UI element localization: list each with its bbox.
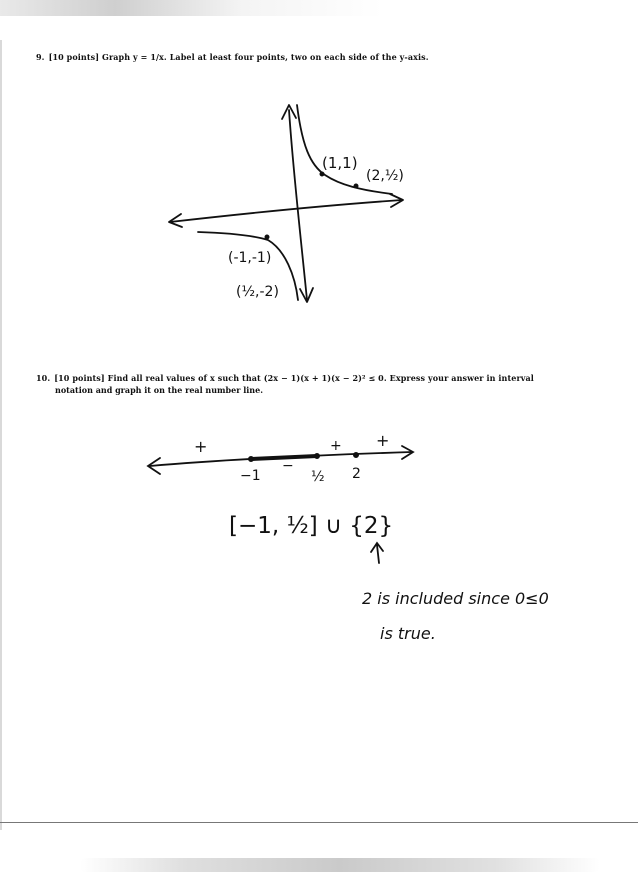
tick-dot-half: [315, 454, 320, 459]
explanation-line-1: 2 is included since 0≤0: [362, 589, 549, 608]
sign-middle: −: [282, 458, 294, 474]
tick-label-neg1: −1: [240, 468, 261, 484]
tick-dot-neg1: [249, 457, 254, 462]
point-neg1-neg1: [265, 235, 269, 239]
sign-left: +: [194, 437, 208, 456]
label-point-1-1: (1,1): [322, 154, 358, 172]
q9-point-labels: [228, 154, 404, 300]
q10-sign-chart: [194, 431, 389, 485]
interval-answer: [−1, ½] ∪ {2}: [229, 513, 394, 539]
question-9-text: [10 points] Graph y = 1/x. Label at least four points, two on each side of the y-axis.: [48, 52, 429, 62]
sign-right-1: +: [330, 438, 342, 454]
arrow-to-2: [371, 543, 383, 563]
tick-dot-2: [354, 453, 359, 458]
tick-label-2: 2: [352, 466, 361, 482]
sign-right-2: +: [376, 431, 390, 450]
explanation-line-2: is true.: [380, 624, 436, 643]
question-10-prompt: [36, 373, 576, 384]
x-axis-line: [170, 200, 402, 222]
point-2-half: [354, 184, 358, 188]
question-10-text-line1: [10 points] Find all real values of x such that (2x − 1)(x + 1)(x − 2)² ≤ 0. Express your answer in interval: [54, 373, 534, 383]
tick-label-half: ½: [311, 469, 325, 485]
scan-shadow-bottom: [80, 858, 600, 872]
question-10-text-line2: notation and graph it on the real number line.: [55, 385, 263, 395]
question-10-number: 10.: [36, 373, 51, 383]
q10-answer: [229, 513, 549, 643]
question-9-number: 9.: [36, 52, 45, 62]
label-point-2-half: (2,½): [366, 168, 404, 184]
label-point-half-neg2: (½,-2): [236, 284, 279, 300]
point-1-1: [320, 172, 324, 176]
label-point-neg1-neg1: (-1,-1): [228, 250, 272, 266]
q9-graph: [169, 105, 403, 302]
page-bottom-rule: [0, 822, 638, 823]
q10-number-line: [148, 446, 413, 474]
